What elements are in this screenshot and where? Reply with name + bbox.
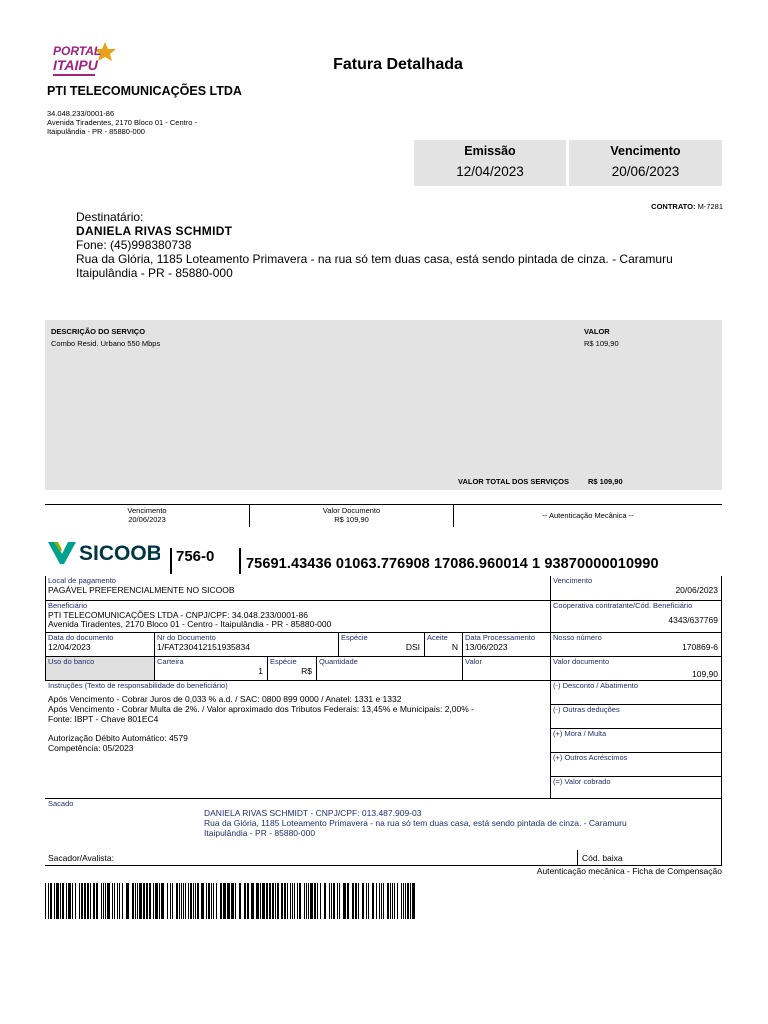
emission-box xyxy=(414,140,566,186)
recipient-phone: Fone: (45)998380738 xyxy=(76,238,192,252)
aceite-label: Aceite xyxy=(427,633,448,642)
summary-due xyxy=(45,505,249,527)
payer-line1: DANIELA RIVAS SCHMIDT - CNPJ/CPF: 013.487.909-03 xyxy=(204,808,422,818)
sicoob-logo xyxy=(48,538,160,568)
summary-due-label: Vencimento xyxy=(127,506,167,515)
other-additions-cell xyxy=(550,752,722,776)
especie2-cell xyxy=(267,656,316,680)
especie-label: Espécie xyxy=(341,633,368,642)
summary-due-value: 20/06/2023 xyxy=(128,515,166,524)
especie-cell xyxy=(338,632,424,656)
our-number-label: Nosso número xyxy=(553,633,602,642)
guarantor-cell xyxy=(45,850,577,866)
aceite-value: N xyxy=(451,642,458,652)
instruction-line-2: Após Vencimento - Cobrar Multa de 2%. / Valor aproximado dos Tributos Federais: 13,45% e Municipais: 2,00% - xyxy=(48,704,475,714)
quantity-cell xyxy=(316,656,462,680)
discount-cell xyxy=(550,680,722,704)
due-label: Vencimento xyxy=(610,144,681,158)
instructions-cell xyxy=(45,680,550,798)
bank-code: 756-0 xyxy=(176,548,215,565)
summary-doc-value-amount: R$ 109,90 xyxy=(334,515,369,524)
write-off-code-cell xyxy=(577,850,722,866)
other-deductions-cell xyxy=(550,704,722,728)
quantity-label: Quantidade xyxy=(319,657,358,666)
doc-number-cell xyxy=(154,632,338,656)
especie-value: DSI xyxy=(405,642,420,652)
doc-value-label: Valor documento xyxy=(553,657,610,666)
beneficiary-cell xyxy=(45,600,550,632)
barcode xyxy=(45,883,417,919)
charged-value-label: (=) Valor cobrado xyxy=(553,777,611,786)
due-cell xyxy=(550,576,722,600)
boleto-form xyxy=(45,576,722,866)
due-value: 20/06/2023 xyxy=(611,164,680,179)
service-item-value: R$ 109,90 xyxy=(584,339,619,348)
instructions-label: Instruções (Texto de responsabilidade do beneficiário) xyxy=(48,681,228,690)
services-total-value: R$ 109,90 xyxy=(588,477,623,486)
emission-value: 12/04/2023 xyxy=(456,164,524,179)
services-total-label: VALOR TOTAL DOS SERVIÇOS xyxy=(458,477,569,486)
doc-date-value: 12/04/2023 xyxy=(48,642,91,652)
sicoob-text: SICOOB xyxy=(79,542,160,565)
coop-cell xyxy=(550,600,722,632)
coop-value: 4343/637769 xyxy=(668,615,718,625)
recipient-city: Itaipulândia - PR - 85880-000 xyxy=(76,266,233,280)
contract-value: M-7281 xyxy=(697,202,723,211)
services-box xyxy=(45,320,722,490)
bank-use-label: Uso do banco xyxy=(48,657,95,666)
boleto-due-label: Vencimento xyxy=(553,576,593,585)
summary-row xyxy=(45,504,722,526)
recipient-address: Rua da Glória, 1185 Loteamento Primavera - na rua só tem duas casa, está sendo pintada de cinza. - Caramuru xyxy=(76,252,673,266)
processing-date-cell xyxy=(462,632,550,656)
doc-date-cell xyxy=(45,632,154,656)
instruction-line-3: Fonte: IBPT - Chave 801EC4 xyxy=(48,714,159,724)
discount-label: (-) Desconto / Abatimento xyxy=(553,681,639,690)
payment-place-value: PAGÁVEL PREFERENCIALMENTE NO SICOOB xyxy=(48,585,235,595)
write-off-code-label: Cód. baixa xyxy=(582,853,623,863)
service-item-desc: Combo Resid. Urbano 550 Mbps xyxy=(51,339,161,348)
especie2-value: R$ xyxy=(301,666,312,676)
recipient-block xyxy=(76,210,673,280)
digitable-line: 75691.43436 01063.776908 17086.960014 1 93870000010990 xyxy=(246,556,659,572)
company-address xyxy=(47,109,197,136)
page-title: Fatura Detalhada xyxy=(333,56,463,73)
doc-number-value: 1/FAT230412151935834 xyxy=(157,642,250,652)
doc-number-label: Nr do Documento xyxy=(157,633,216,642)
charged-value-cell xyxy=(550,776,722,798)
carteira-label: Carteira xyxy=(157,657,184,666)
company-name: PTI TELECOMUNICAÇÕES LTDA xyxy=(47,84,242,98)
interest-fine-label: (+) Mora / Multa xyxy=(553,729,607,738)
instruction-line-4: Autorização Débito Automático: 4579 xyxy=(48,733,188,743)
our-number-cell xyxy=(550,632,722,656)
aceite-cell xyxy=(424,632,462,656)
emission-label: Emissão xyxy=(464,144,516,158)
coop-label: Cooperativa contratante/Cód. Beneficiário xyxy=(553,601,693,610)
other-deductions-label: (-) Outras deduções xyxy=(553,705,620,714)
payer-cell xyxy=(45,798,722,850)
services-value-header: VALOR xyxy=(584,327,610,336)
carteira-value: 1 xyxy=(258,666,263,676)
boleto-due-value: 20/06/2023 xyxy=(675,585,718,595)
recipient-name: DANIELA RIVAS SCHMIDT xyxy=(76,224,233,238)
company-cnpj: 34.048.233/0001-86 xyxy=(47,109,115,118)
processing-date-label: Data Processamento xyxy=(465,633,536,642)
carteira-cell xyxy=(154,656,267,680)
guarantor-label: Sacador/Avalista: xyxy=(48,853,114,863)
other-additions-label: (+) Outros Acréscimos xyxy=(553,753,628,762)
interest-fine-cell xyxy=(550,728,722,752)
logo-text-itaipu: ITAIPU xyxy=(53,57,98,73)
doc-value-cell xyxy=(550,656,722,680)
instruction-line-5: Competência: 05/2023 xyxy=(48,743,134,753)
services-desc-header: DESCRIÇÃO DO SERVIÇO xyxy=(51,327,146,336)
due-box xyxy=(569,140,722,186)
doc-value-amount: 109,90 xyxy=(692,669,718,679)
payer-line3: Itaipulândia - PR - 85880-000 xyxy=(204,828,316,838)
beneficiary-line2: Avenida Tiradentes, 2170 Bloco 01 - Centro - Itaipulândia - PR - 85880-000 xyxy=(48,619,332,629)
bank-use-cell xyxy=(45,656,154,680)
especie2-label: Espécie xyxy=(270,657,297,666)
payment-place-cell xyxy=(45,576,550,600)
contract-label: CONTRATO: xyxy=(651,202,696,211)
beneficiary-label: Beneficiário xyxy=(48,601,88,610)
value-label: Valor xyxy=(465,657,482,666)
payer-label: Sacado xyxy=(48,799,74,808)
summary-auth: -- Autenticação Mecânica -- xyxy=(453,505,722,527)
company-address-line1: Avenida Tiradentes, 2170 Bloco 01 - Centro - xyxy=(47,118,197,127)
processing-date-value: 13/06/2023 xyxy=(465,642,508,652)
summary-doc-value-label: Valor Documento xyxy=(322,506,381,515)
payment-place-label: Local de pagamento xyxy=(48,576,116,585)
payer-line2: Rua da Glória, 1185 Loteamento Primavera - na rua só tem duas casa, está sendo pintada de cinza. - Caramuru xyxy=(204,818,627,828)
recipient-label: Destinatário: xyxy=(76,210,144,224)
beneficiary-line1: PTI TELECOMUNICAÇÕES LTDA - CNPJ/CPF: 34.048.233/0001-86 xyxy=(48,610,308,620)
doc-date-label: Data do documento xyxy=(48,633,114,642)
our-number-value: 170869-6 xyxy=(682,642,718,652)
company-address-line2: Itaipulândia - PR - 85880-000 xyxy=(47,127,145,136)
instruction-line-1: Após Vencimento - Cobrar Juros de 0,033 % a.d. / SAC: 0800 899 0000 / Anatel: 1331 e 1332 xyxy=(48,694,402,704)
summary-doc-value xyxy=(249,505,453,527)
logo-text-portal: PORTAL xyxy=(53,44,102,58)
compensation-footer: Autenticação mecânica - Ficha de Compensação xyxy=(536,866,722,876)
value-cell xyxy=(462,656,550,680)
